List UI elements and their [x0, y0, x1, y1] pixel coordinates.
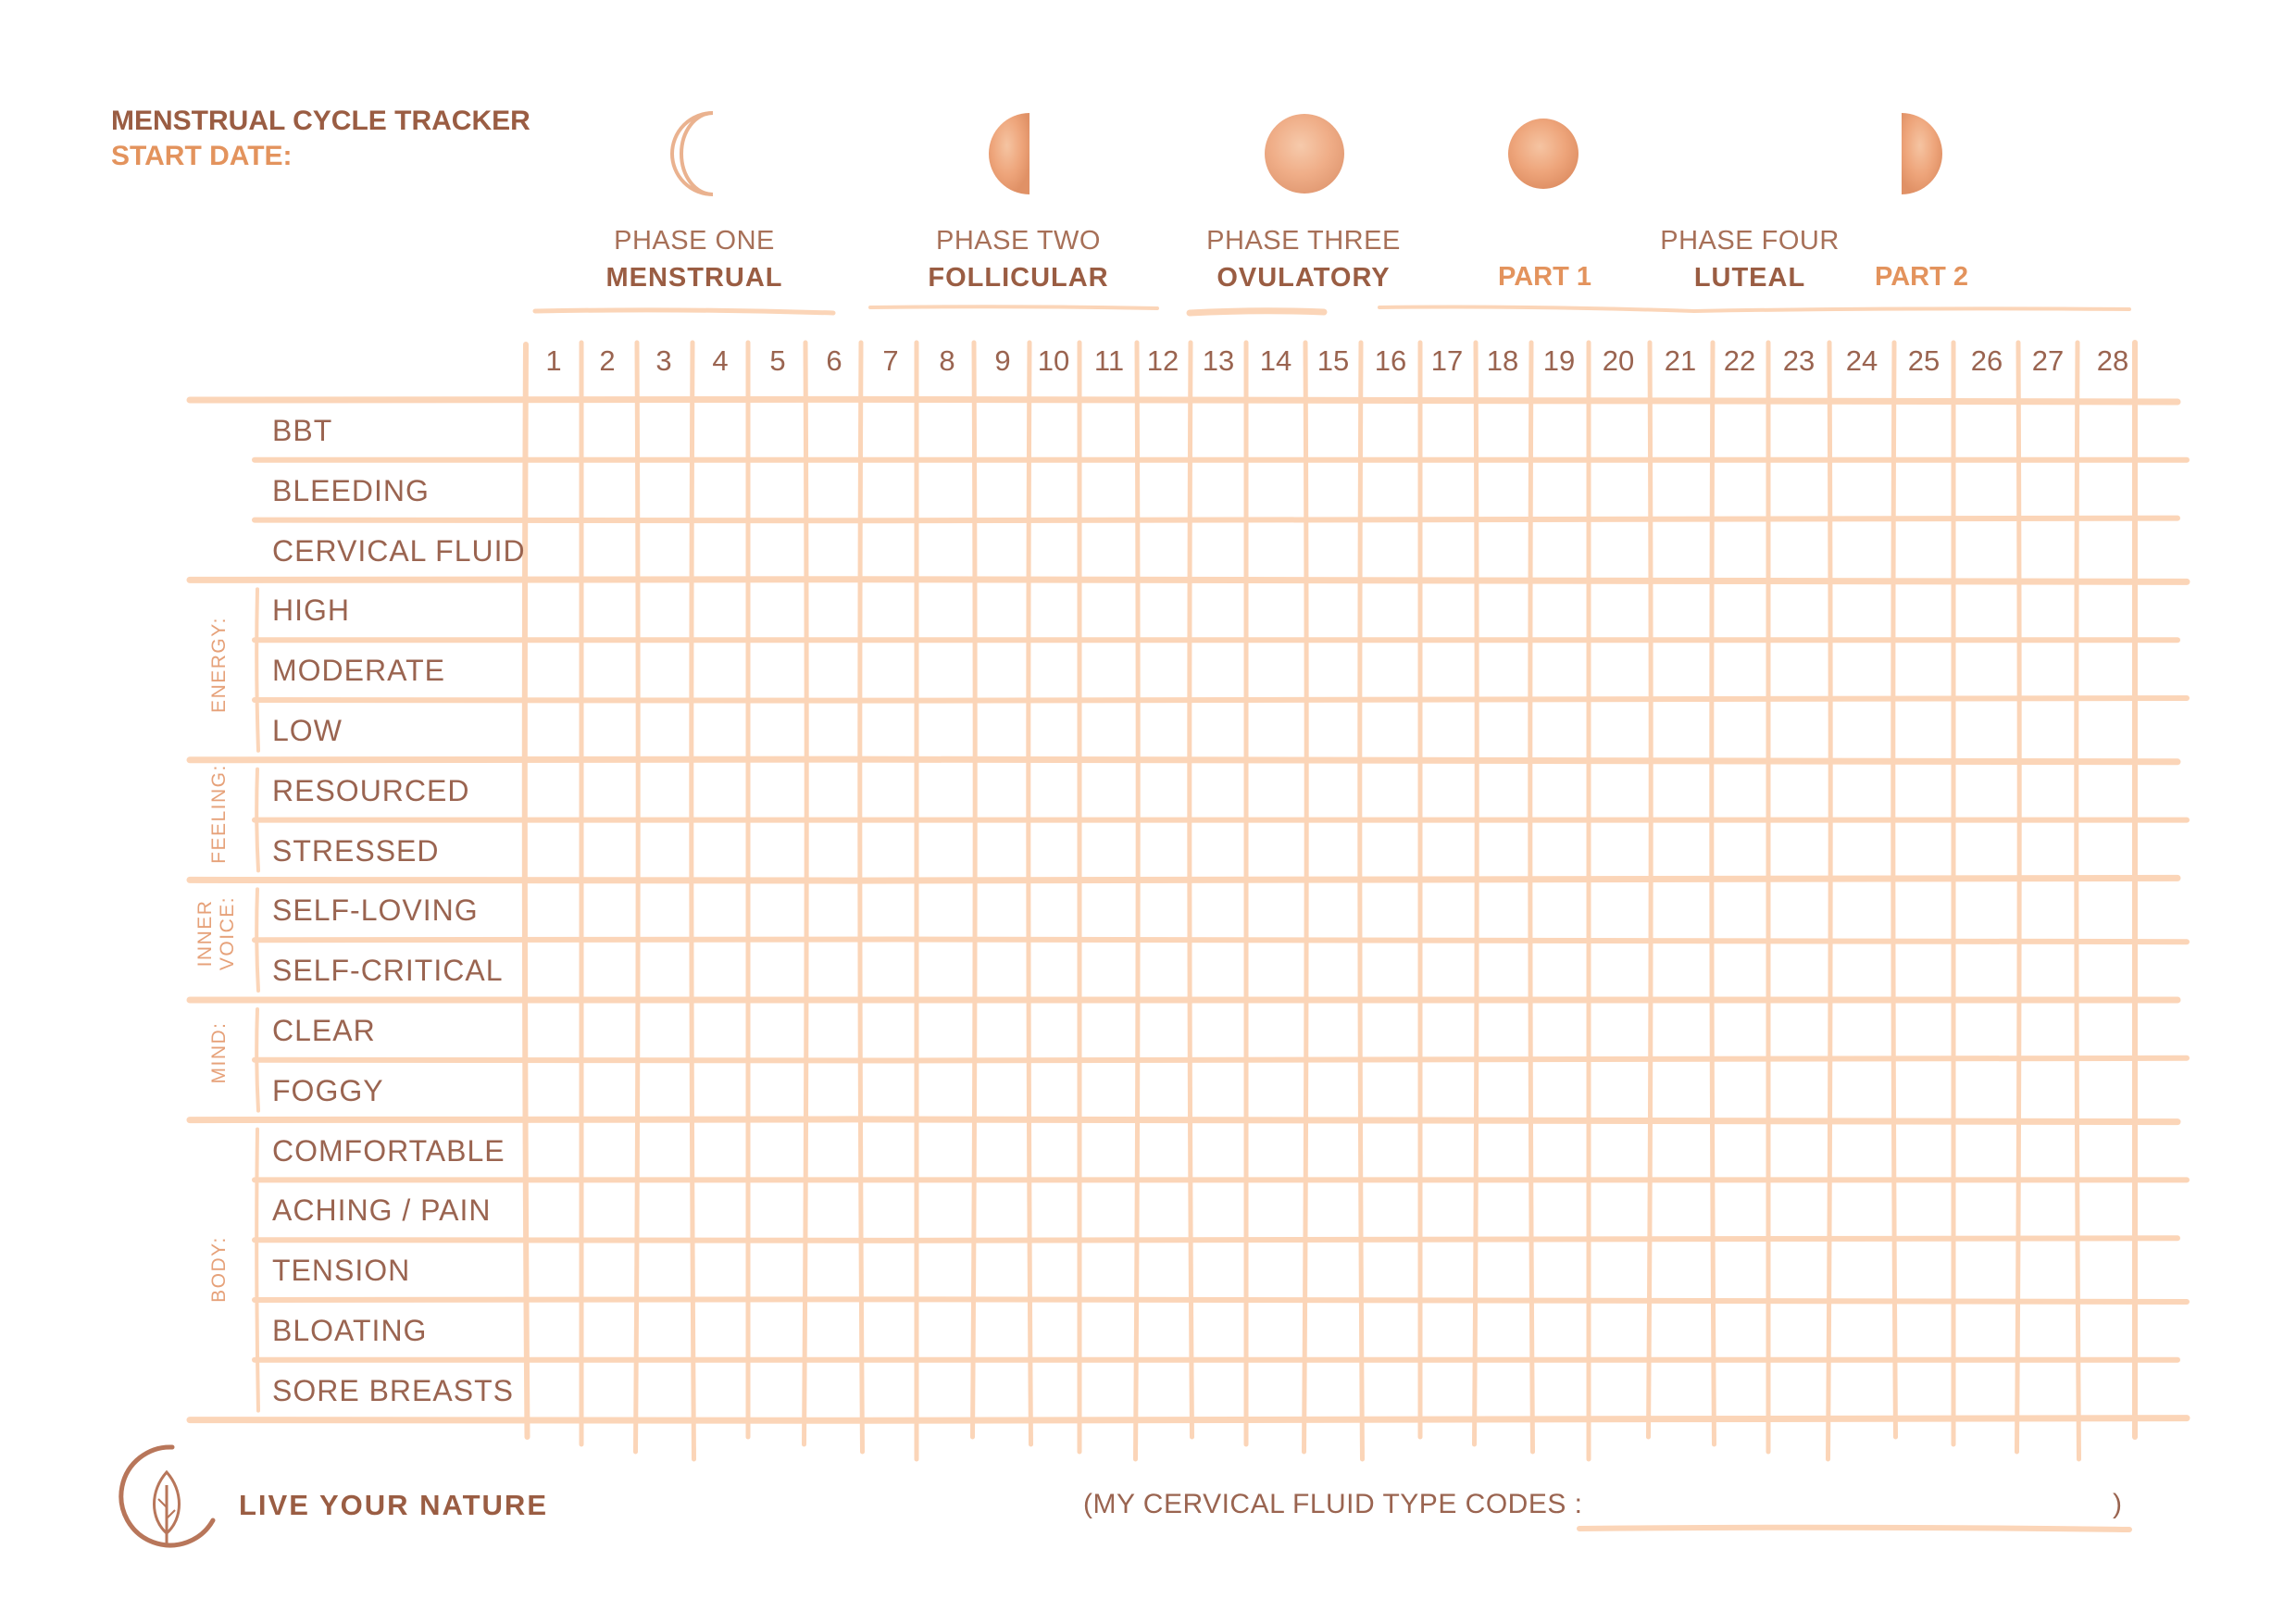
day-number: 10	[1037, 344, 1070, 377]
luteal-part-1: PART 1	[1498, 262, 1591, 292]
day-number: 15	[1316, 344, 1350, 377]
day-number: 5	[769, 344, 786, 377]
group-body: BODY:	[208, 1236, 230, 1303]
row-label: CERVICAL FLUID	[272, 533, 526, 568]
row-label: FOGGY	[272, 1073, 384, 1107]
cervical-fluid-codes-label: (MY CERVICAL FLUID TYPE CODES :	[1083, 1489, 1583, 1519]
group-feeling: FEELING:	[208, 764, 230, 864]
day-number: 11	[1093, 344, 1125, 377]
row-label: COMFORTABLE	[272, 1133, 505, 1168]
day-number: 2	[599, 344, 616, 377]
phase-three-name: PHASE THREE	[1206, 226, 1401, 256]
day-number: 25	[1907, 344, 1940, 377]
row-label: SELF-LOVING	[272, 893, 479, 928]
day-number: 14	[1259, 344, 1292, 377]
row-label: BLOATING	[272, 1314, 428, 1347]
day-number: 13	[1202, 344, 1235, 377]
row-label: BLEEDING	[272, 473, 430, 507]
day-number: 23	[1782, 344, 1816, 377]
phase-one-name: PHASE ONE	[614, 226, 775, 256]
cervical-fluid-codes-close: )	[2113, 1489, 2122, 1519]
day-number: 27	[2031, 344, 2065, 377]
brand-name: LIVE YOUR NATURE	[239, 1489, 548, 1521]
row-label: LOW	[272, 714, 343, 747]
codes-underline	[1579, 1528, 2129, 1530]
day-number: 9	[994, 344, 1011, 377]
row-label: CLEAR	[272, 1014, 376, 1047]
phase-two-subtitle: FOLLICULAR	[928, 263, 1109, 293]
day-number: 4	[712, 344, 729, 377]
day-number: 28	[2096, 344, 2129, 377]
row-label: MODERATE	[272, 654, 445, 688]
day-number: 8	[939, 344, 955, 377]
row-label: BBT	[272, 414, 333, 447]
page-title: MENSTRUAL CYCLE TRACKER	[111, 106, 530, 136]
row-label: TENSION	[272, 1254, 411, 1288]
day-number: 6	[826, 344, 842, 377]
group-energy: ENERGY:	[208, 617, 230, 713]
luteal-part-2: PART 2	[1875, 262, 1968, 292]
phase-three-subtitle: OVULATORY	[1217, 263, 1391, 293]
start-date-label: START DATE:	[111, 141, 293, 171]
row-label: SORE BREASTS	[272, 1373, 514, 1407]
row-label: STRESSED	[272, 833, 440, 868]
day-number: 26	[1970, 344, 2003, 377]
phase-four-name: PHASE FOUR	[1660, 226, 1840, 256]
day-number: 17	[1430, 344, 1464, 377]
day-number: 22	[1723, 344, 1756, 377]
phase-four-subtitle: LUTEAL	[1693, 263, 1806, 293]
phase-one-subtitle: MENSTRUAL	[605, 263, 783, 293]
row-label: HIGH	[272, 593, 350, 628]
day-number: 3	[655, 344, 672, 377]
day-number: 24	[1845, 344, 1878, 377]
group-inner-voice-2: VOICE:	[217, 895, 238, 971]
row-label: SELF-CRITICAL	[272, 954, 504, 988]
group-mind: MIND:	[208, 1021, 230, 1084]
row-label: RESOURCED	[272, 773, 470, 807]
day-number: 18	[1486, 344, 1519, 377]
day-number: 19	[1542, 344, 1576, 377]
row-label: ACHING / PAIN	[272, 1193, 492, 1228]
day-number: 20	[1602, 344, 1635, 377]
day-number: 21	[1664, 344, 1697, 377]
leaf-logo-icon	[121, 1447, 213, 1545]
group-inner-voice-1: INNER	[194, 899, 216, 968]
day-number: 1	[545, 344, 562, 377]
phase-two-name: PHASE TWO	[936, 226, 1101, 256]
day-number: 16	[1374, 344, 1407, 377]
day-number: 12	[1146, 344, 1179, 377]
day-number: 7	[882, 344, 899, 377]
